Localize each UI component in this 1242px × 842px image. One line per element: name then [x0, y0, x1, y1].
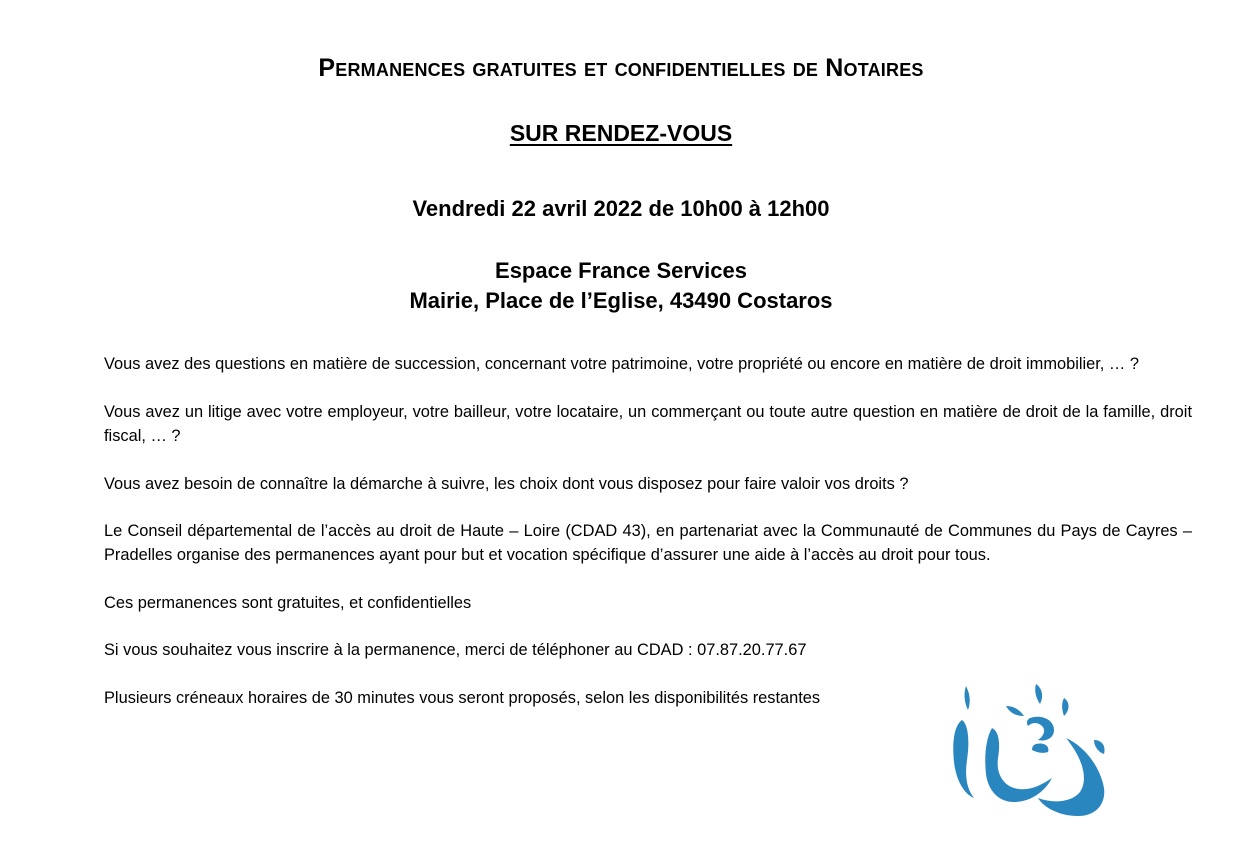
event-location	[0, 256, 1242, 316]
page-title: Permanences gratuites et confidentielles de Notaires	[318, 54, 924, 82]
logo-left-body	[953, 720, 974, 798]
logo-ray-2	[1035, 684, 1042, 704]
logo-ray-1	[1006, 706, 1024, 716]
paragraph-gratuites: Ces permanences sont gratuites, et confidentielles	[104, 594, 472, 612]
paragraph-litige: Vous avez un litige avec votre employeur, votre bailleur, votre locataire, un commerçant ou toute autre question en matière de droit de la famille, droit fiscal, … ?	[104, 403, 1192, 445]
logo-right-arm	[1032, 743, 1048, 752]
paragraph-inscription: Si vous souhaitez vous inscrire à la permanence, merci de téléphoner au CDAD : 07.87.20.77.67	[104, 641, 807, 659]
community-logo-icon	[944, 680, 1112, 820]
event-address: Mairie, Place de l’Eglise, 43490 Costaros	[409, 288, 833, 313]
event-date: Vendredi 22 avril 2022 de 10h00 à 12h00	[412, 196, 830, 221]
logo-right-dot	[1094, 740, 1105, 754]
logo-head	[1027, 717, 1054, 741]
paragraph-creneaux: Plusieurs créneaux horaires de 30 minutes vous seront proposés, selon les disponibilités restantes	[104, 689, 821, 707]
paragraph-succession: Vous avez des questions en matière de succession, concernant votre patrimoine, votre propriété ou encore en matière de droit immobilier, … ?	[104, 355, 1139, 373]
logo-ray-3	[1062, 698, 1068, 716]
event-venue: Espace France Services	[495, 258, 747, 283]
logo-left-stroke	[965, 686, 970, 710]
paragraph-demarche: Vous avez besoin de connaître la démarche à suivre, les choix dont vous disposez pour faire valoir vos droits ?	[104, 475, 909, 493]
page-subtitle: SUR RENDEZ-VOUS	[509, 120, 733, 146]
paragraph-cdad: Le Conseil départemental de l’accès au droit de Haute – Loire (CDAD 43), en partenariat avec la Communauté de Communes du Pays de Cayres – Pradelles organise des permanences ayant pour but et vocation spécifique d’assurer une aide à l’accès au droit pour tous.	[104, 522, 1192, 564]
